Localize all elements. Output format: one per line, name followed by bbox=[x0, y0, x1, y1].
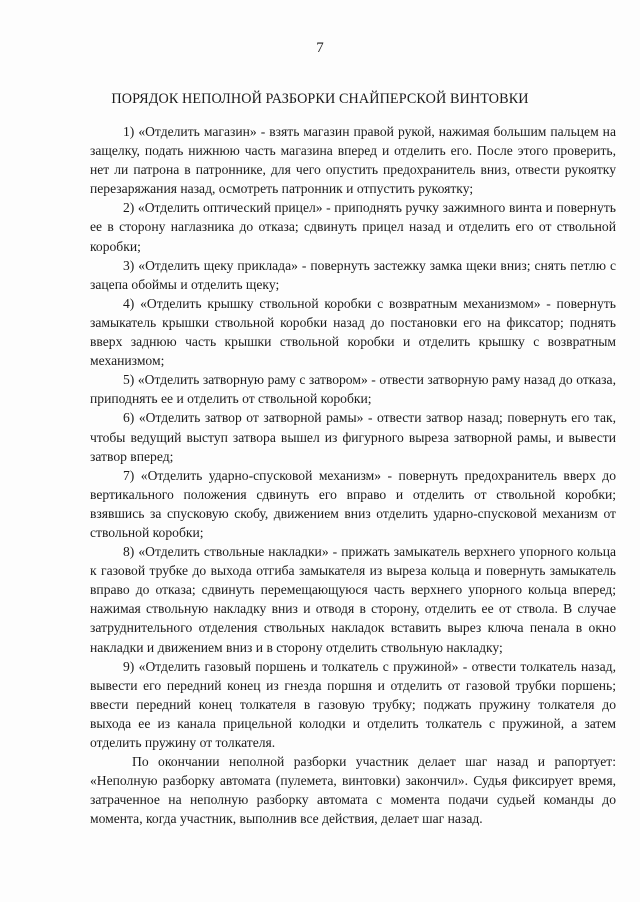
step-paragraph: 9) «Отделить газовый поршень и толкатель с пружиной» - отвести толкатель назад, вывести его передний конец из гнезда поршня и отделить от газовой трубки поршень; ввести передний конец толкателя в газовую трубку; поджать пружину толкателя до выхода ее из канала прицельной колодки и отделить толкатель с пружиной, а затем отделить пружину от толкателя. bbox=[90, 658, 616, 750]
step-paragraph: 4) «Отделить крышку ствольной коробки с возвратным механизмом» - повернуть замыкатель крышки ствольной коробки назад до постановки его на фиксатор; поднять вверх заднюю часть крышки ствольной коробки и отделить крышку с возвратным механизмом; bbox=[90, 295, 616, 369]
page-number: 7 bbox=[316, 40, 324, 56]
step-paragraph: 1) «Отделить магазин» - взять магазин правой рукой, нажимая большим пальцем на защелку, подать нижнюю часть магазина вперед и отделить его. После этого проверить, нет ли патрона в патроннике, для чего опустить предохранитель вниз, отвести рукоятку перезаряжания назад, осмотреть патронник и отпустить рукоятку; bbox=[90, 124, 616, 197]
step-paragraph: 7) «Отделить ударно-спусковой механизм» - повернуть предохранитель вверх до вертикального положения сдвинуть его вправо и отделить от ствольной коробки; взявшись за спусковую скобу, движением вниз отделить ударно-спусковой механизм от ствольной коробки; bbox=[90, 467, 616, 540]
document-body bbox=[90, 122, 616, 828]
step-paragraph: 6) «Отделить затвор от затворной рамы» - отвести затвор назад; повернуть его так, чтобы ведущий выступ затвора вышел из фигурного выреза затворной рамы, и вывести затвор вперед; bbox=[90, 410, 616, 464]
step-paragraph: 8) «Отделить ствольные накладки» - прижать замыкатель верхнего упорного кольца к газовой трубке до выхода отгиба замыкателя из выреза кольца и повернуть замыкатель вправо до отказа; сдвинуть перемещающуюся часть верхнего упорного кольца вперед; нажимая ствольную накладку вниз и отводя в сторону, отделить ее от ствола. В случае затруднительного отделения ствольных накладок вставить вырез ключа пенала в окно накладки и движением вниз и в сторону отделить ствольную накладку; bbox=[90, 544, 616, 655]
closing-paragraph: По окончании неполной разборки участник делает шаг назад и рапортует: «Неполную разборку автомата (пулемета, винтовки) закончил». Судья фиксирует время, затраченное на неполную разборку автомата с момента подачи судьей команды до момента, когда участник, выполнив все действия, делает шаг назад. bbox=[90, 754, 616, 827]
step-paragraph: 5) «Отделить затворную раму с затвором» - отвести затворную раму назад до отказа, приподнять ее и отделить от ствольной коробки; bbox=[90, 372, 616, 407]
page-title: ПОРЯДОК НЕПОЛНОЙ РАЗБОРКИ СНАЙПЕРСКОЙ ВИНТОВКИ bbox=[111, 91, 529, 107]
step-paragraph: 3) «Отделить щеку приклада» - повернуть застежку замка щеки вниз; снять петлю с зацепа обоймы и отделить щеку; bbox=[90, 257, 616, 292]
step-paragraph: 2) «Отделить оптический прицел» - приподнять ручку зажимного винта и повернуть ее в сторону наглазника до отказа; сдвинуть прицел назад и отделить его от ствольной коробки; bbox=[90, 200, 616, 254]
